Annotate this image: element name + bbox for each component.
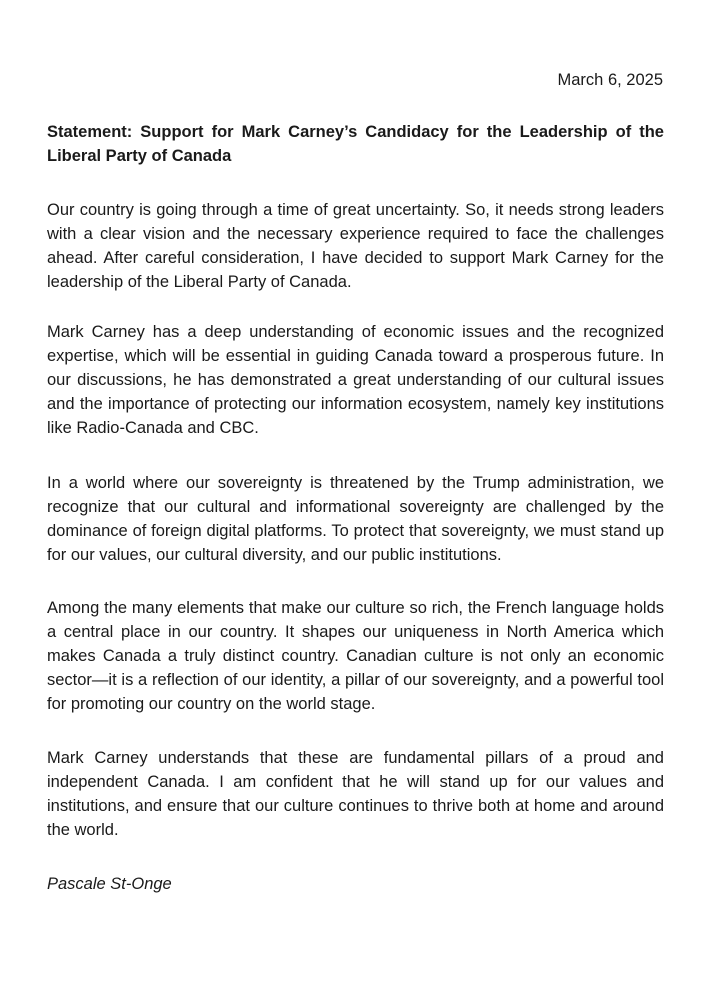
paragraph-1: Our country is going through a time of great uncertainty. So, it needs strong leaders with a clear vision and the necessary experience required to face the challenges ahead. After careful consideration, I have decided to support Mark Carney for the leadership of the Liberal Party of Canada. — [47, 201, 664, 291]
signature: Pascale St-Onge — [47, 875, 172, 893]
statement-date: March 6, 2025 — [557, 71, 663, 89]
statement-title: Statement: Support for Mark Carney’s Candidacy for the Leadership of the Liberal Party of Canada — [47, 123, 664, 165]
paragraph-4: Among the many elements that make our culture so rich, the French language holds a central place in our country. It shapes our uniqueness in North America which makes Canada a truly distinct country. Canadian culture is not only an economic sector—it is a reflection of our identity, a pillar of our sovereignty, and a powerful tool for promoting our country on the world stage. — [47, 599, 664, 713]
paragraph-5: Mark Carney understands that these are fundamental pillars of a proud and independent Canada. I am confident that he will stand up for our values and institutions, and ensure that our culture continues to thrive both at home and around the world. — [47, 749, 664, 839]
paragraph-3: In a world where our sovereignty is threatened by the Trump administration, we recognize that our cultural and informational sovereignty are challenged by the dominance of foreign digital platforms. To protect that sovereignty, we must stand up for our values, our cultural diversity, and our public institutions. — [47, 474, 664, 564]
paragraph-2: Mark Carney has a deep understanding of economic issues and the recognized expertise, which will be essential in guiding Canada toward a prosperous future. In our discussions, he has demonstrated a great understanding of our cultural issues and the importance of protecting our information ecosystem, namely key institutions like Radio-Canada and CBC. — [47, 323, 664, 437]
